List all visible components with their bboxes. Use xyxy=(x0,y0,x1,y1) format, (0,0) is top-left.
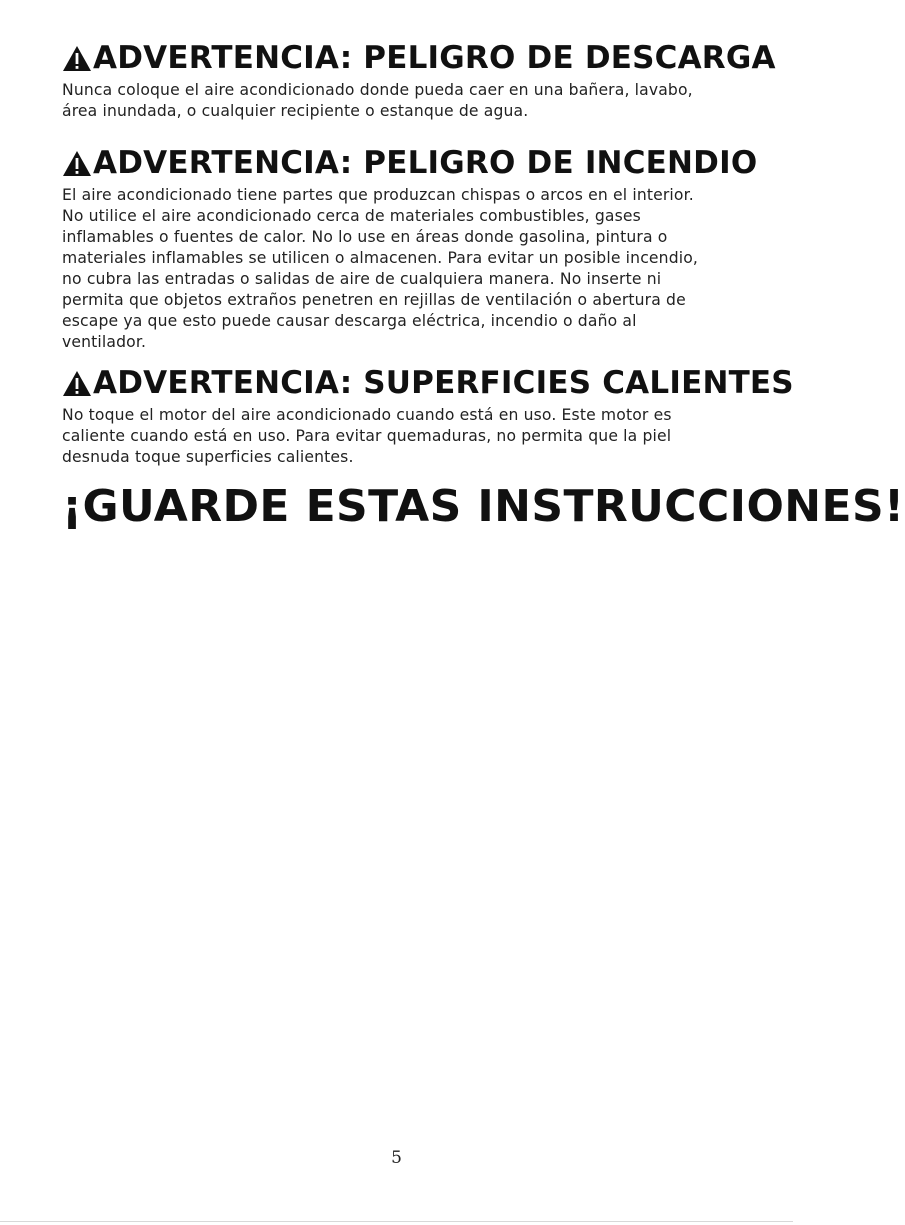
body-line: escape ya que esto puede causar descarga eléctrica, incendio o daño al xyxy=(62,312,637,330)
body-line: El aire acondicionado tiene partes que produzcan chispas o arcos en el interior. xyxy=(62,186,694,204)
shock-warning-title-text: ADVERTENCIA: PELIGRO DE DESCARGA xyxy=(93,40,776,76)
body-line: materiales inflamables se utilicen o almacenen. Para evitar un posible incendio, xyxy=(62,249,699,267)
body-line: permita que objetos extraños penetren en rejillas de ventilación o abertura de xyxy=(62,291,686,309)
fire-warning xyxy=(62,145,762,353)
warning-triangle-icon xyxy=(62,370,92,397)
shock-warning-body xyxy=(62,80,762,122)
body-line: ventilador. xyxy=(62,333,147,351)
body-line: No toque el motor del aire acondicionado cuando está en uso. Este motor es xyxy=(62,406,672,424)
hot-surface-warning-title xyxy=(62,365,794,401)
body-line: no cubra las entradas o salidas de aire de cualquiera manera. No inserte ni xyxy=(62,270,662,288)
warning-triangle-icon xyxy=(62,45,92,72)
body-line: No utilice el aire acondicionado cerca de materiales combustibles, gases xyxy=(62,207,641,225)
body-line: caliente cuando está en uso. Para evitar quemaduras, no permita que la piel xyxy=(62,427,672,445)
body-line: desnuda toque superficies calientes. xyxy=(62,448,354,466)
body-line: área inundada, o cualquier recipiente o estanque de agua. xyxy=(62,102,529,120)
body-line: inflamables o fuentes de calor. No lo use en áreas donde gasolina, pintura o xyxy=(62,228,668,246)
save-instructions-heading: ¡GUARDE ESTAS INSTRUCCIONES! xyxy=(62,481,905,532)
warning-triangle-icon xyxy=(62,150,92,177)
hot-surface-warning-body xyxy=(62,405,762,468)
hot-surface-warning xyxy=(62,365,794,468)
shock-warning-title xyxy=(62,40,776,76)
fire-warning-body xyxy=(62,185,762,353)
hot-surface-warning-title-text: ADVERTENCIA: SUPERFICIES CALIENTES xyxy=(93,365,794,401)
shock-warning xyxy=(62,40,776,122)
page-number: 5 xyxy=(391,1148,402,1168)
page-edge-line xyxy=(0,1221,793,1222)
fire-warning-title xyxy=(62,145,762,181)
fire-warning-title-text: ADVERTENCIA: PELIGRO DE INCENDIO xyxy=(93,145,758,181)
body-line: Nunca coloque el aire acondicionado donde pueda caer en una bañera, lavabo, xyxy=(62,81,693,99)
